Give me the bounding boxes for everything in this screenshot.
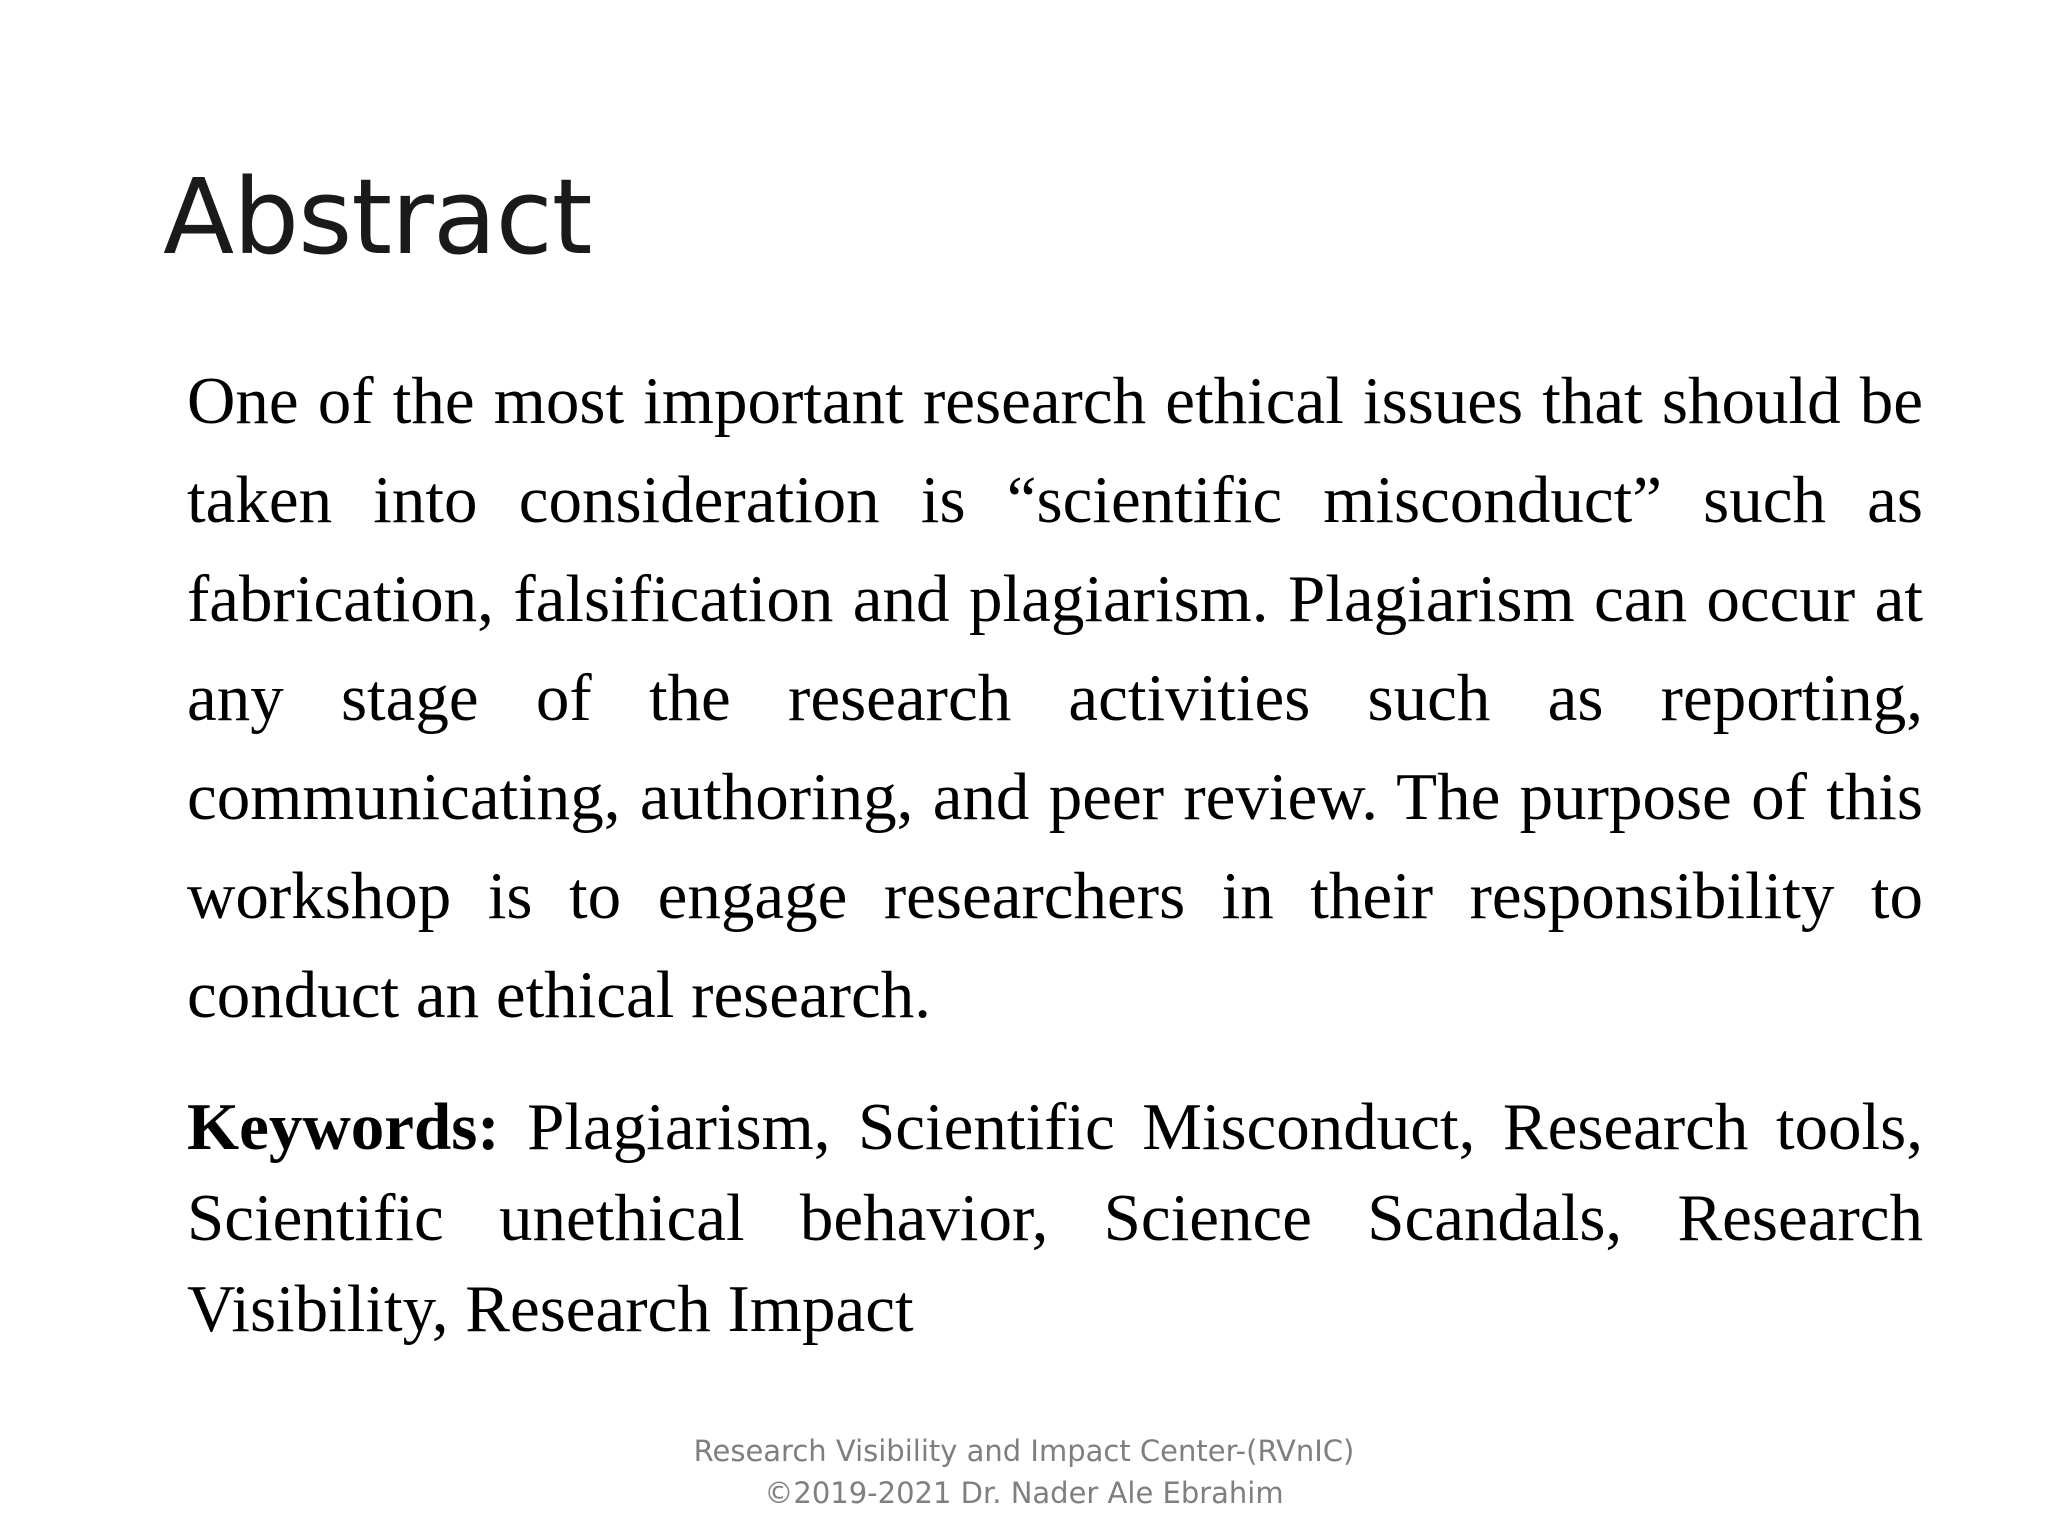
- slide-title: Abstract: [163, 156, 592, 278]
- footer-copyright: ©2019-2021 Dr. Nader Ale Ebrahim: [764, 1476, 1284, 1510]
- keywords-label: Keywords:: [187, 1090, 500, 1164]
- keywords-paragraph: [187, 1082, 1923, 1355]
- footer-center-name: Research Visibility and Impact Center-(RVnIC): [693, 1434, 1355, 1468]
- keywords-list: Plagiarism, Scientific Misconduct, Research tools, Scientific unethical behavior, Science Scandals, Research Visibility, Research Impact: [187, 1090, 1923, 1346]
- abstract-paragraph: One of the most important research ethical issues that should be taken into consideration is “scientific misconduct” such as fabrication, falsification and plagiarism. Plagiarism can occur at any stage of the research activities such as reporting, communicating, authoring, and peer review. The purpose of this workshop is to engage researchers in their responsibility to conduct an ethical research.: [187, 364, 1923, 1032]
- slide-footer: [0, 1430, 2048, 1514]
